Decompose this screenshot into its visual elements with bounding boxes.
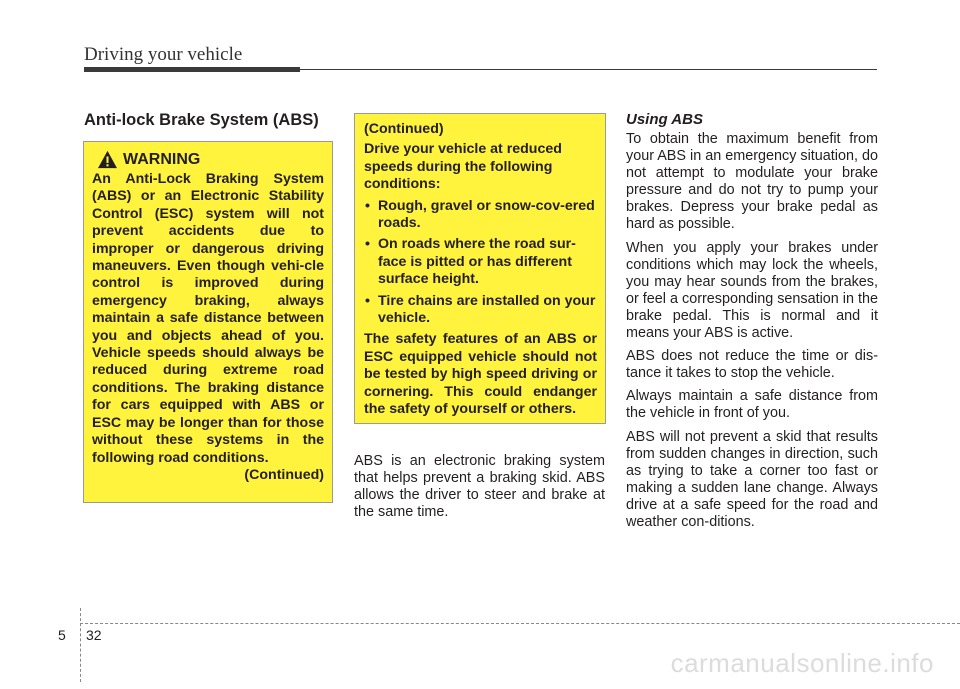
watermark: carmanualsonline.info (670, 648, 934, 678)
continued-warning-box (354, 113, 606, 424)
warning-continued: (Continued) (244, 466, 324, 483)
using-abs-section (626, 111, 878, 537)
using-abs-paragraph: When you apply your brakes under conditions which may lock the wheels, you may hear sounds from the brakes, or feel a corresponding sensation in the brake pedal. This is normal and it means your ABS is active. (626, 239, 878, 342)
warning-text: An Anti-Lock Braking System (ABS) or an Electronic Stability Control (ESC) system will not prevent accidents due to improper or dangerous driving maneuvers. Even though vehi-cle control is improved during emergency braking, always maintain a safe distance between you and objects ahead of you. Vehicle speeds should always be reduced during extreme road conditions. The braking distance for cars equipped with ABS or ESC may be longer than for those without these systems in the following road conditions. (92, 171, 324, 466)
list-item: • Rough, gravel or snow-cov-ered roads. (365, 197, 595, 232)
warning-triangle-icon (97, 150, 118, 169)
warning-title: WARNING (123, 150, 201, 168)
list-item: • On roads where the road sur-face is pitted or has different surface height. (365, 236, 576, 288)
footer-horizontal-guide (80, 623, 960, 624)
using-abs-paragraph: ABS does not reduce the time or dis-tance it takes to stop the vehicle. (626, 348, 878, 382)
continued-label: (Continued) (364, 121, 444, 137)
footer-vertical-guide (80, 608, 81, 682)
warning-box (83, 141, 333, 503)
section-title: Anti-lock Brake System (ABS) (84, 111, 319, 129)
using-abs-heading: Using ABS (626, 111, 703, 128)
warning-heading (97, 150, 324, 169)
conditions-list (364, 198, 597, 328)
continued-outro: The safety features of an ABS or ESC equipped vehicle should not be tested by high speed driving or cornering. This could endanger the safety of yourself or others. (364, 331, 597, 418)
list-item: • Tire chains are installed on your vehicle. (365, 292, 596, 327)
header-rule-thick (84, 67, 300, 72)
page-section-number: 5 (58, 627, 66, 643)
continued-intro: Drive your vehicle at reduced speeds during the following conditions: (364, 141, 562, 193)
abs-intro-paragraph: ABS is an electronic braking system that helps prevent a braking skid. ABS allows the driver to steer and brake at the same time. (354, 453, 605, 521)
header-title: Driving your vehicle (84, 44, 243, 65)
using-abs-paragraph: Always maintain a safe distance from the vehicle in front of you. (626, 388, 878, 422)
using-abs-paragraph: ABS will not prevent a skid that results from sudden changes in direction, such as trying to take a corner too fast or making a sudden lane change. Always drive at a safe speed for the road and weather con-ditions. (626, 428, 878, 530)
page-number: 32 (86, 627, 102, 643)
using-abs-paragraph: To obtain the maximum benefit from your ABS in an emergency situation, do not attempt to modulate your brake pressure and do not try to pump your brakes. Depress your brake pedal as hard as possible. (626, 131, 878, 233)
header-rule-thin (300, 69, 877, 70)
